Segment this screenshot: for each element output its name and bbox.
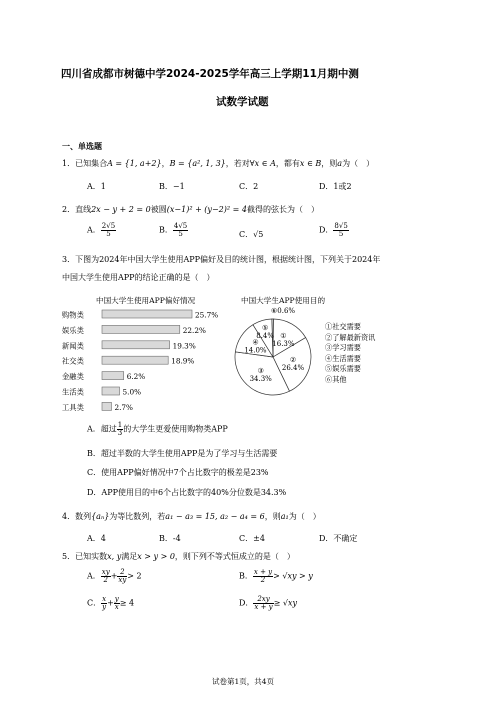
q2-d-label: D． — [319, 225, 334, 235]
bar-category-label: 娱乐类 — [62, 325, 84, 335]
question-5-stem — [62, 551, 295, 562]
bar-value-label: 25.7% — [195, 310, 219, 320]
bar — [102, 402, 111, 410]
denominator: 3 — [117, 429, 123, 437]
q5-option-c[interactable] — [87, 596, 134, 611]
q1-option-a[interactable]: A．1 — [87, 182, 106, 191]
numerator: 8√5 — [334, 222, 348, 230]
q5-b-rest: > √xy > y — [273, 571, 313, 581]
title-line-2: 试数学试题 — [216, 96, 269, 108]
q2-option-d[interactable] — [319, 223, 349, 238]
q4-option-d[interactable]: D．不确定 — [319, 534, 358, 543]
q5-option-a[interactable] — [87, 569, 142, 584]
denominator: 5 — [106, 230, 111, 238]
q1-text: ，则 — [321, 159, 338, 168]
denominator: 5 — [178, 230, 183, 238]
q2-option-a[interactable] — [87, 223, 116, 238]
numerator: x + y — [253, 568, 273, 576]
denominator: x — [114, 603, 119, 611]
pie-slice-marker: ① — [280, 331, 287, 340]
legend-item: ③学习需要 — [325, 343, 361, 353]
pie-slice-label: 26.4% — [281, 364, 305, 373]
q5-c-rest: ≥ 4 — [119, 598, 135, 608]
question-3-stem-line-1: 3．下图为2024年中国大学生使用APP偏好及目的统计图，根据统计图，下列关于2024年 — [62, 255, 381, 264]
q2-text: 2．直线 — [62, 205, 92, 214]
q5-option-d[interactable] — [239, 596, 297, 611]
q4-target: a₁ — [280, 512, 289, 521]
q1-option-c[interactable]: C．2 — [239, 182, 259, 191]
q3-option-b[interactable]: B．超过半数的大学生使用APP是为了学习与生活需要 — [87, 449, 278, 458]
bar — [102, 372, 124, 380]
numerator: 2xy — [253, 596, 273, 604]
legend-item: ⑤娱乐需要 — [325, 364, 361, 374]
q2-line: 2x − y + 2 = 0 — [91, 205, 151, 214]
numerator: x — [102, 595, 107, 603]
q2-c-value: √5 — [253, 230, 264, 239]
numerator: 4√5 — [173, 222, 188, 230]
q4-option-b[interactable]: B．-4 — [159, 534, 181, 543]
q1-text: ，若对 — [225, 159, 250, 168]
q4-text: ，则 — [264, 512, 281, 521]
question-2-stem — [62, 204, 319, 215]
q1-text: 1．已知集合 — [62, 159, 108, 168]
q3-option-d[interactable]: D．APP使用目的中6个占比数字的40%分位数是34.3% — [87, 488, 287, 497]
q5-a-label: A． — [87, 571, 101, 581]
question-3-stem-line-2: 中国大学生使用APP的结论正确的是（ ） — [62, 273, 215, 282]
q1-cond: ∀x ∈ A — [249, 159, 276, 168]
q1-option-d[interactable]: D．1或2 — [319, 182, 352, 191]
pie-slice-marker: ② — [289, 356, 297, 365]
legend-item: ⑥其他 — [325, 374, 347, 384]
numerator: 1 — [117, 421, 123, 429]
denominator: x + y — [254, 603, 273, 611]
legend-item: ④生活需要 — [325, 353, 361, 363]
q5-b-label: B． — [239, 571, 253, 581]
bar — [102, 356, 168, 364]
bar-value-label: 2.7% — [114, 402, 134, 412]
numerator: 2√5 — [101, 222, 116, 230]
q1-text: ，都有 — [275, 159, 300, 168]
pie-chart-title: 中国大学生APP使用目的 — [241, 296, 326, 305]
bar-category-label: 工具类 — [62, 402, 84, 412]
q2-option-c[interactable] — [239, 229, 263, 240]
page-footer: 试卷第1页，共4页 — [212, 677, 275, 686]
q2-b-fraction — [173, 223, 188, 238]
bar-category-label: 购物类 — [62, 310, 84, 320]
bar-value-label: 6.2% — [126, 372, 146, 382]
q1-cond: x ∈ B — [299, 159, 322, 168]
bar — [102, 310, 192, 318]
q2-circle: (x−1)² + (y−2)² = 4 — [166, 205, 247, 214]
q3-a-text: A．超过 — [87, 424, 117, 434]
legend-item: ②了解最新资讯 — [325, 332, 376, 342]
q5-d-label: D． — [239, 598, 254, 608]
q4-option-a[interactable]: A．4 — [87, 534, 106, 543]
q2-option-b[interactable] — [159, 223, 188, 238]
denominator: xy — [118, 576, 127, 584]
fraction — [101, 569, 111, 584]
q2-b-label: B． — [159, 225, 173, 235]
q5-vars: x, y — [107, 552, 122, 561]
numerator: 2 — [117, 569, 127, 577]
fraction — [117, 569, 127, 584]
q5-cond: x > y > 0 — [137, 552, 175, 561]
bar-category-label: 新闻类 — [62, 341, 84, 351]
pie-slice-label: 34.3% — [249, 374, 272, 383]
denominator: 2 — [260, 576, 266, 584]
pie-slice-label: 8.4% — [256, 331, 275, 340]
q4-option-c[interactable]: C．±4 — [239, 534, 265, 543]
bar — [102, 387, 120, 395]
q4-seq: {aₙ} — [91, 512, 110, 521]
q5-text: 5．已知实数 — [62, 552, 108, 561]
bar-category-label: 金融类 — [62, 372, 84, 382]
q2-a-fraction — [101, 223, 116, 238]
bar-value-label: 19.3% — [172, 341, 196, 351]
pie-slice-label: ⑥0.6% — [271, 307, 296, 315]
bar-category-label: 生活类 — [62, 387, 84, 397]
q4-text: 为（ ） — [288, 512, 321, 521]
fraction — [253, 569, 273, 584]
q4-cond: a₁ − a₃ = 15, a₂ − a₄ = 6 — [165, 512, 265, 521]
q5-option-b[interactable] — [239, 569, 313, 584]
question-1-stem — [62, 158, 374, 169]
pie-slice-marker: ③ — [257, 366, 264, 375]
q1-var: a — [337, 159, 343, 168]
denominator: 2 — [103, 576, 108, 584]
bar-value-label: 5.0% — [122, 387, 142, 397]
numerator: xy — [101, 568, 110, 576]
q1-sep: ， — [161, 159, 170, 168]
plus: + — [110, 571, 118, 581]
title-line-1: 四川省成都市树德中学2024-2025学年高三上学期11月期中测 — [61, 68, 359, 80]
bar-value-label: 18.9% — [171, 356, 195, 366]
pie-slice-marker: ④ — [252, 338, 259, 347]
bar-value-label: 22.2% — [182, 325, 206, 335]
q3-a-text: 的大学生更爱使用购物类APP — [123, 424, 228, 434]
bar-category-label: 社交类 — [62, 356, 84, 366]
fraction — [253, 596, 273, 611]
bar — [102, 325, 180, 333]
numerator: y — [114, 595, 119, 603]
denominator: y — [102, 603, 107, 611]
legend-item: ①社交需要 — [325, 322, 361, 331]
q5-text: ，则下列不等式恒成立的是（ ） — [174, 552, 295, 561]
q2-text: 截得的弦长为（ ） — [246, 205, 319, 214]
q5-text: 满足 — [121, 552, 138, 561]
q1-set-a: A = {1, a+2} — [107, 159, 162, 168]
bar-chart-title: 中国大学生使用APP偏好情况 — [96, 296, 196, 305]
q2-a-label: A． — [87, 225, 101, 235]
bar — [102, 341, 170, 349]
pie-slice-label: 14.0% — [244, 346, 267, 355]
bar-chart — [62, 308, 232, 418]
q3-option-a[interactable] — [87, 422, 228, 437]
q5-c-label: C． — [87, 598, 102, 608]
q1-set-b: B = {a², 1, 3} — [169, 159, 226, 168]
q5-d-rest: ≥ √xy — [273, 598, 298, 608]
q2-text: 被圆 — [150, 205, 167, 214]
q3-option-c[interactable]: C．使用APP偏好情况中7个占比数字的极差是23% — [87, 468, 269, 477]
q5-a-rest: > 2 — [127, 571, 142, 581]
q4-text: 为等比数列，若 — [109, 512, 166, 521]
pie-chart — [225, 305, 325, 405]
q1-option-b[interactable]: B．−1 — [159, 182, 185, 191]
denominator: 5 — [338, 230, 344, 238]
question-4-stem — [62, 511, 321, 522]
pie-slice-label: 16.3% — [272, 339, 295, 348]
q2-d-fraction — [333, 223, 348, 238]
q2-c-label: C． — [239, 230, 254, 239]
pie-slice-marker: ⑤ — [261, 323, 269, 332]
pie-legend — [325, 322, 375, 386]
q1-text: 为（ ） — [342, 159, 375, 168]
plus: + — [107, 598, 114, 608]
section-heading: 一、单选题 — [62, 142, 102, 151]
q4-text: 4．数列 — [62, 512, 92, 521]
